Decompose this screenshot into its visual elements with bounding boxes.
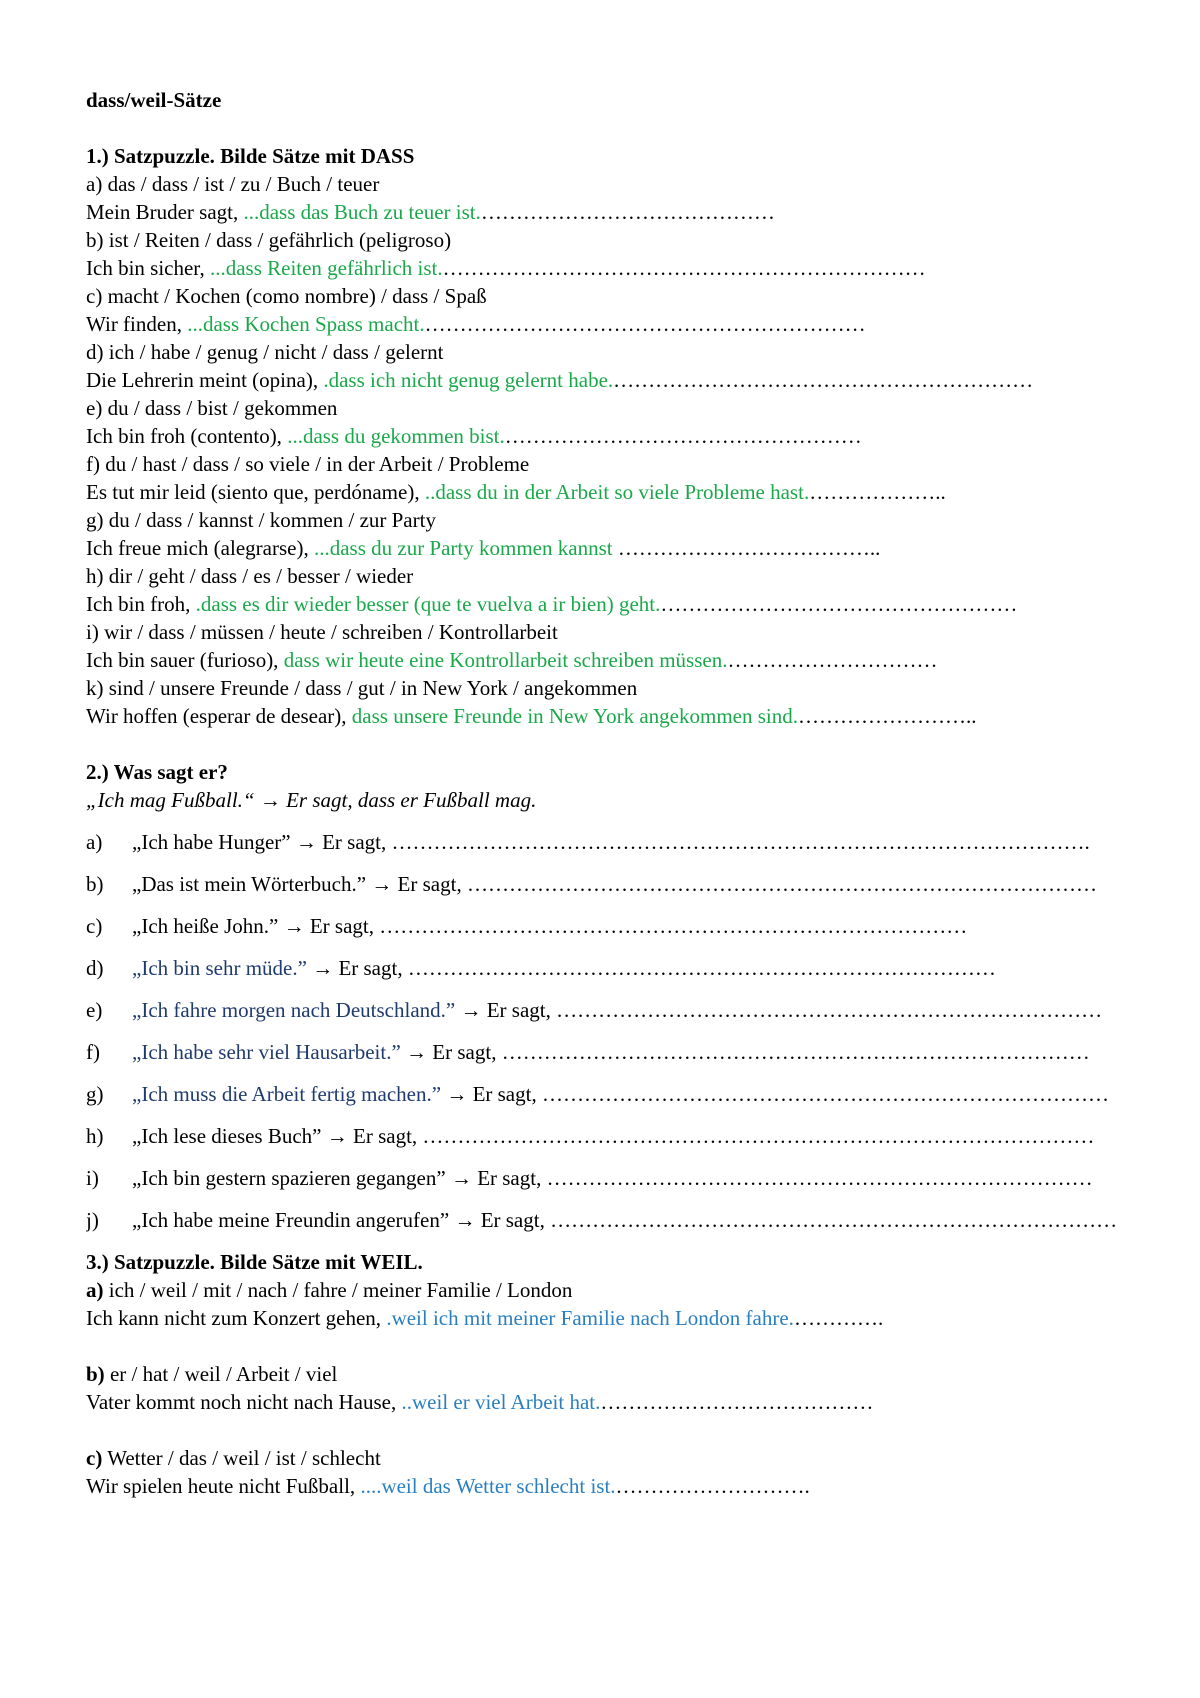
section3-list — [86, 1276, 1126, 1500]
answer-dots: …………………………………………………………………… — [556, 998, 1103, 1022]
answer-dots: ……………………………………………………………………………… — [466, 872, 1097, 896]
section1-list — [86, 170, 1126, 730]
answer-dots: …………………………………………… — [504, 424, 862, 448]
row-label: b) — [86, 872, 104, 896]
reported-speech-row — [86, 1206, 1126, 1248]
puzzle-prompt: g) du / dass / kannst / kommen / zur Party — [86, 508, 436, 532]
section1-heading: 1.) Satzpuzzle. Bilde Sätze mit DASS — [86, 144, 415, 168]
puzzle-answer-line — [86, 646, 1126, 674]
arrow-text: → Er sagt, — [449, 1208, 551, 1232]
row-label: i) — [86, 1166, 99, 1190]
arrow-text: → Er sagt, — [400, 1040, 502, 1064]
page-title: dass/weil-Sätze — [86, 88, 222, 112]
answer-dots: ………………………………… — [600, 1390, 874, 1414]
puzzle-prompt: b) ist / Reiten / dass / gefährlich (peligroso) — [86, 228, 452, 252]
answer-text: ...dass Kochen Spass macht. — [187, 312, 425, 336]
quote-text: „Ich habe meine Freundin angerufen” — [132, 1208, 450, 1232]
reported-speech-row — [86, 1122, 1126, 1164]
answer-dots: …………………………………………………………………… — [546, 1166, 1093, 1190]
section1-item — [86, 170, 1126, 226]
section1-item — [86, 338, 1126, 394]
row-label: d) — [86, 956, 104, 980]
puzzle-answer-line — [86, 702, 1126, 730]
arrow-text: → Er sagt, — [321, 1124, 423, 1148]
section1-item — [86, 562, 1126, 618]
section3-item — [86, 1360, 1126, 1416]
puzzle-prompt — [86, 1360, 1126, 1388]
answer-dots: …………………….. — [798, 704, 977, 728]
puzzle-prompt: i) wir / dass / müssen / heute / schreiben / Kontrollarbeit — [86, 620, 558, 644]
item-letter: b) — [86, 1362, 105, 1386]
arrow-text: → Er sagt, — [445, 1166, 547, 1190]
answer-text: .weil ich mit meiner Familie nach London fahre. — [386, 1306, 794, 1330]
answer-lead: Ich freue mich (alegrarse), — [86, 536, 314, 560]
answer-lead: Ich bin sauer (furioso), — [86, 648, 284, 672]
item-letter: a) — [86, 1278, 104, 1302]
answer-dots: ………………………… — [727, 648, 938, 672]
puzzle-answer-line — [86, 1472, 1126, 1500]
quote-text: „Ich muss die Arbeit fertig machen.” — [132, 1082, 442, 1106]
prompt-words: ich / weil / mit / nach / fahre / meiner Familie / London — [103, 1278, 573, 1302]
quote-text: „Das ist mein Wörterbuch.” — [132, 872, 367, 896]
arrow-text: → Er sagt, — [441, 1082, 542, 1106]
answer-text: ....weil das Wetter schlecht ist. — [360, 1474, 616, 1498]
puzzle-prompt: h) dir / geht / dass / es / besser / wieder — [86, 564, 414, 588]
item-letter: c) — [86, 1446, 103, 1470]
row-label: c) — [86, 914, 103, 938]
quote-text: „Ich fahre morgen nach Deutschland.” — [132, 998, 456, 1022]
section1-item — [86, 282, 1126, 338]
answer-lead: Wir spielen heute nicht Fußball, — [86, 1474, 361, 1498]
section1-item — [86, 226, 1126, 282]
puzzle-answer-line — [86, 422, 1126, 450]
puzzle-prompt: e) du / dass / bist / gekommen — [86, 396, 338, 420]
row-label: j) — [86, 1208, 99, 1232]
row-label: h) — [86, 1124, 104, 1148]
answer-dots: ……………………………………………………………………… — [550, 1208, 1118, 1232]
section3-item — [86, 1444, 1126, 1500]
answer-lead: Die Lehrerin meint (opina), — [86, 368, 324, 392]
answer-lead: Ich bin froh, — [86, 592, 196, 616]
answer-dots: …………………………………………………… — [613, 368, 1034, 392]
puzzle-prompt — [86, 1276, 1126, 1304]
quote-text: „Ich heiße John.” — [132, 914, 279, 938]
answer-text: ...dass Reiten gefährlich ist. — [209, 256, 443, 280]
row-label: f) — [86, 1040, 100, 1064]
puzzle-prompt: d) ich / habe / genug / nicht / dass / gelernt — [86, 340, 444, 364]
worksheet-content — [86, 86, 1126, 1500]
answer-dots: ……………………………………………………………………… — [541, 1082, 1109, 1106]
puzzle-prompt: f) du / hast / dass / so viele / in der Arbeit / Probleme — [86, 452, 530, 476]
reported-speech-row — [86, 954, 1126, 996]
puzzle-answer-line — [86, 254, 1126, 282]
answer-dots: …………………………………………………………… — [442, 256, 926, 280]
arrow-text: → Er sagt, — [366, 872, 467, 896]
arrow-text: → Er sagt, — [290, 830, 392, 854]
answer-dots: ………………………………………………………………………… — [501, 1040, 1090, 1064]
quote-text: „Ich habe Hunger” — [132, 830, 291, 854]
puzzle-prompt: k) sind / unsere Freunde / dass / gut / in New York / angekommen — [86, 676, 638, 700]
answer-lead: Wir hoffen (esperar de desear), — [86, 704, 352, 728]
puzzle-prompt: a) das / dass / ist / zu / Buch / teuer — [86, 172, 380, 196]
answer-text: ...dass du zur Party kommen kannst — [313, 536, 618, 560]
puzzle-answer-line — [86, 1304, 1126, 1332]
answer-dots: …………………………………… — [480, 200, 775, 224]
puzzle-answer-line — [86, 478, 1126, 506]
row-label: g) — [86, 1082, 104, 1106]
arrow-text: → Er sagt, — [278, 914, 380, 938]
section2-heading: 2.) Was sagt er? — [86, 760, 228, 784]
puzzle-prompt: c) macht / Kochen (como nombre) / dass / Spaß — [86, 284, 487, 308]
answer-lead: Ich kann nicht zum Konzert gehen, — [86, 1306, 387, 1330]
answer-text: dass wir heute eine Kontrollarbeit schreiben müssen. — [283, 648, 728, 672]
reported-speech-row — [86, 1164, 1126, 1206]
reported-speech-row — [86, 1038, 1126, 1080]
answer-text: .dass es dir wieder besser (que te vuelva a ir bien) geht. — [195, 592, 661, 616]
answer-text: .dass ich nicht genug gelernt habe. — [323, 368, 614, 392]
section3-heading: 3.) Satzpuzzle. Bilde Sätze mit WEIL. — [86, 1250, 423, 1274]
answer-dots: …………………………………………………………………………………… — [422, 1124, 1095, 1148]
arrow-text: → Er sagt, — [455, 998, 557, 1022]
arrow-text: → Er sagt, — [306, 956, 408, 980]
answer-dots: ……………….. — [809, 480, 946, 504]
section1-item — [86, 394, 1126, 450]
quote-text: „Ich habe sehr viel Hausarbeit.” — [132, 1040, 401, 1064]
reported-speech-row — [86, 1080, 1126, 1122]
answer-lead: Es tut mir leid (siento que, perdóname), — [86, 480, 425, 504]
answer-lead: Vater kommt noch nicht nach Hause, — [86, 1390, 402, 1414]
answer-dots: …………………………………………… — [660, 592, 1018, 616]
puzzle-answer-line — [86, 366, 1126, 394]
answer-dots: ………………………………………………………………………………………. — [391, 830, 1090, 854]
row-label: a) — [86, 830, 103, 854]
answer-dots: …………. — [793, 1306, 884, 1330]
reported-speech-row — [86, 912, 1126, 954]
puzzle-answer-line — [86, 310, 1126, 338]
answer-dots: ………………………………………………………………………… — [379, 914, 968, 938]
section2-example: „Ich mag Fußball.“ → Er sagt, dass er Fußball mag. — [86, 788, 537, 812]
answer-dots: ………………………………………………………………………… — [407, 956, 996, 980]
row-label: e) — [86, 998, 103, 1022]
answer-dots: ………………………. — [615, 1474, 810, 1498]
puzzle-answer-line — [86, 534, 1126, 562]
answer-dots: ……………………………………………………… — [424, 312, 866, 336]
section3-item — [86, 1276, 1126, 1332]
quote-text: „Ich bin gestern spazieren gegangen” — [132, 1166, 446, 1190]
puzzle-answer-line — [86, 590, 1126, 618]
answer-text: ...dass du gekommen bist. — [287, 424, 505, 448]
answer-text: dass unsere Freunde in New York angekommen sind. — [351, 704, 798, 728]
section1-item — [86, 506, 1126, 562]
section2-list — [86, 828, 1126, 1248]
answer-text: ..weil er viel Arbeit hat. — [401, 1390, 601, 1414]
section1-item — [86, 450, 1126, 506]
answer-dots: ……………………………….. — [617, 536, 881, 560]
puzzle-prompt — [86, 1444, 1126, 1472]
reported-speech-row — [86, 870, 1126, 912]
answer-lead: Mein Bruder sagt, — [86, 200, 244, 224]
answer-text: ...dass das Buch zu teuer ist. — [243, 200, 481, 224]
puzzle-answer-line — [86, 198, 1126, 226]
prompt-words: er / hat / weil / Arbeit / viel — [104, 1362, 338, 1386]
section1-item — [86, 618, 1126, 674]
answer-lead: Wir finden, — [86, 312, 188, 336]
puzzle-answer-line — [86, 1388, 1126, 1416]
quote-text: „Ich lese dieses Buch” — [132, 1124, 322, 1148]
answer-lead: Ich bin froh (contento), — [86, 424, 288, 448]
reported-speech-row — [86, 996, 1126, 1038]
reported-speech-row — [86, 828, 1126, 870]
answer-lead: Ich bin sicher, — [86, 256, 210, 280]
answer-text: ..dass du in der Arbeit so viele Probleme hast. — [424, 480, 810, 504]
quote-text: „Ich bin sehr müde.” — [132, 956, 307, 980]
prompt-words: Wetter / das / weil / ist / schlecht — [102, 1446, 381, 1470]
section1-item — [86, 674, 1126, 730]
